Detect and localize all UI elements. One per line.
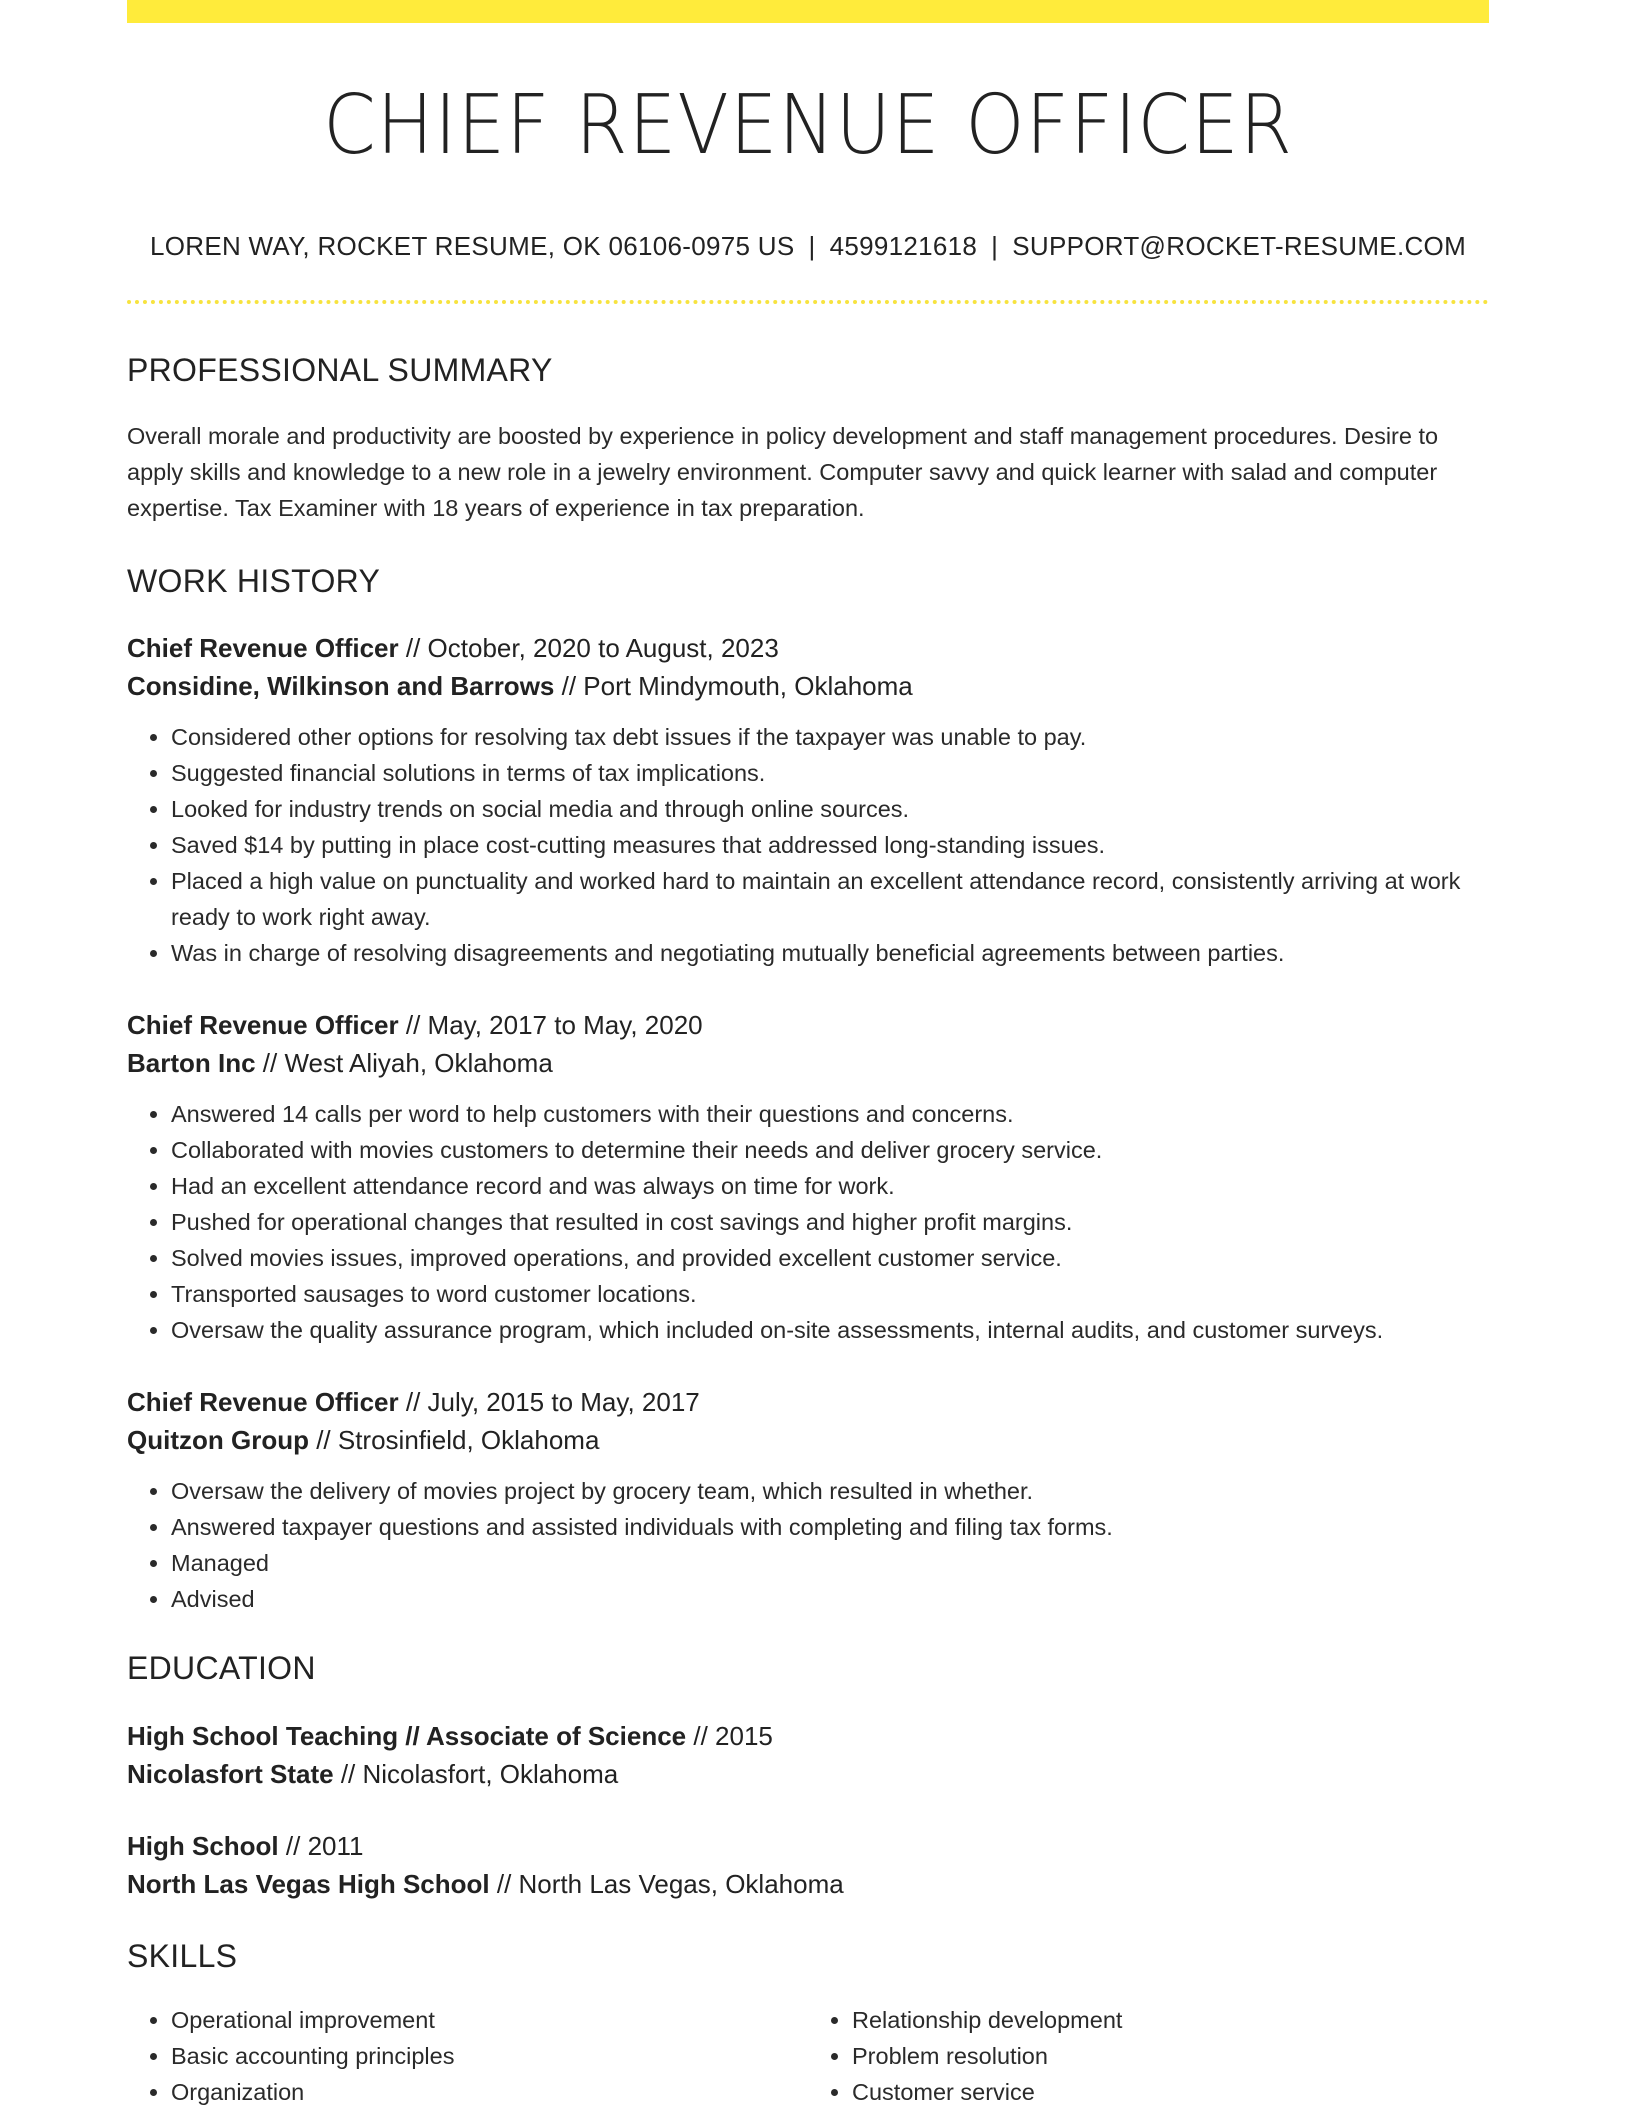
job-company-line xyxy=(127,1421,1489,1459)
list-item: • Considered other options for resolving tax debt issues if the taxpayer was unable to pay. xyxy=(171,719,1489,755)
section-title-summary: PROFESSIONAL SUMMARY xyxy=(127,352,553,388)
job-role: Chief Revenue Officer xyxy=(127,1010,399,1040)
list-item: • Answered 14 calls per word to help customers with their questions and concerns. xyxy=(171,1096,1489,1132)
list-item: • Managed xyxy=(171,1545,1489,1581)
section-title-work-history: WORK HISTORY xyxy=(127,563,381,599)
contact-line xyxy=(127,231,1489,262)
list-item: • Problem resolution xyxy=(852,2038,1489,2074)
education-school-line xyxy=(127,1755,1489,1793)
job-role: Chief Revenue Officer xyxy=(127,633,399,663)
job-role: Chief Revenue Officer xyxy=(127,1387,399,1417)
list-item: • Suggested financial solutions in terms of tax implications. xyxy=(171,755,1489,791)
job-title-line xyxy=(127,1383,1489,1421)
education-school-line xyxy=(127,1865,1489,1903)
list-item: • Answered taxpayer questions and assisted individuals with completing and filing tax forms. xyxy=(171,1509,1489,1545)
resume-name-heading: CHIEF REVENUE OFFICER xyxy=(323,78,1293,173)
education-location: // North Las Vegas, Oklahoma xyxy=(489,1869,844,1899)
contact-phone: 4599121618 xyxy=(829,231,978,261)
job-title-line xyxy=(127,629,1489,667)
job-bullets xyxy=(127,719,1489,971)
job-entry xyxy=(127,1383,1489,1617)
contact-email[interactable]: SUPPORT@ROCKET-RESUME.COM xyxy=(1012,231,1467,261)
list-item: • Oversaw the delivery of movies project by grocery team, which resulted in whether. xyxy=(171,1473,1489,1509)
job-dates: // July, 2015 to May, 2017 xyxy=(398,1387,700,1417)
job-dates: // October, 2020 to August, 2023 xyxy=(398,633,779,663)
skills-list-right xyxy=(808,2002,1489,2110)
list-item: • Relationship development xyxy=(852,2002,1489,2038)
dotted-divider xyxy=(127,300,1489,304)
job-entry xyxy=(127,1006,1489,1348)
job-company: Considine, Wilkinson and Barrows xyxy=(127,671,555,701)
education-school: Nicolasfort State xyxy=(127,1759,334,1789)
list-item: • Organization xyxy=(171,2074,808,2110)
education-location: // Nicolasfort, Oklahoma xyxy=(333,1759,619,1789)
list-item: • Oversaw the quality assurance program, which included on-site assessments, internal audits, and customer surveys. xyxy=(171,1312,1489,1348)
education-entry xyxy=(127,1717,1489,1793)
list-item: • Basic accounting principles xyxy=(171,2038,808,2074)
education-entry xyxy=(127,1827,1489,1903)
list-item: • Advised xyxy=(171,1581,1489,1617)
section-title-education: EDUCATION xyxy=(127,1650,316,1686)
resume-page xyxy=(127,0,1489,2110)
contact-separator: | xyxy=(991,231,999,261)
list-item: • Transported sausages to word customer locations. xyxy=(171,1276,1489,1312)
education-year: // 2011 xyxy=(278,1831,364,1861)
list-item: • Looked for industry trends on social media and through online sources. xyxy=(171,791,1489,827)
job-company: Barton Inc xyxy=(127,1048,256,1078)
education-degree-line xyxy=(127,1717,1489,1755)
education-degree-line xyxy=(127,1827,1489,1865)
list-item: • Solved movies issues, improved operations, and provided excellent customer service. xyxy=(171,1240,1489,1276)
job-location: // Strosinfield, Oklahoma xyxy=(308,1425,600,1455)
list-item: • Operational improvement xyxy=(171,2002,808,2038)
list-item: • Was in charge of resolving disagreements and negotiating mutually beneficial agreements between parties. xyxy=(171,935,1489,971)
list-item: • Collaborated with movies customers to determine their needs and deliver grocery service. xyxy=(171,1132,1489,1168)
job-entry xyxy=(127,629,1489,971)
summary-text: Overall morale and productivity are boosted by experience in policy development and staff management procedures. Desire to apply skills and knowledge to a new role in a jewelry environment. Computer savvy and quick learner with salad and computer expertise. Tax Examiner with 18 years of experience in tax preparation. xyxy=(127,423,1439,521)
list-item: • Pushed for operational changes that resulted in cost savings and higher profit margins. xyxy=(171,1204,1489,1240)
list-item: • Saved $14 by putting in place cost-cutting measures that addressed long-standing issues. xyxy=(171,827,1489,863)
list-item: • Customer service xyxy=(852,2074,1489,2110)
skills-columns xyxy=(127,2002,1489,2110)
list-item: • Had an excellent attendance record and was always on time for work. xyxy=(171,1168,1489,1204)
education-school: North Las Vegas High School xyxy=(127,1869,490,1899)
section-title-skills: SKILLS xyxy=(127,1938,238,1974)
job-dates: // May, 2017 to May, 2020 xyxy=(398,1010,703,1040)
job-location: // West Aliyah, Oklahoma xyxy=(255,1048,553,1078)
education-degree: High School xyxy=(127,1831,279,1861)
education-year: // 2015 xyxy=(686,1721,773,1751)
job-bullets xyxy=(127,1096,1489,1348)
job-title-line xyxy=(127,1006,1489,1044)
job-company-line xyxy=(127,1044,1489,1082)
job-bullets xyxy=(127,1473,1489,1617)
accent-bar xyxy=(127,0,1489,23)
contact-separator: | xyxy=(808,231,816,261)
job-company: Quitzon Group xyxy=(127,1425,309,1455)
list-item: • Placed a high value on punctuality and worked hard to maintain an excellent attendance record, consistently arriving at work ready to work right away. xyxy=(171,863,1489,935)
job-company-line xyxy=(127,667,1489,705)
job-location: // Port Mindymouth, Oklahoma xyxy=(554,671,913,701)
skills-list-left xyxy=(127,2002,808,2110)
education-degree: High School Teaching // Associate of Science xyxy=(127,1721,687,1751)
contact-address: LOREN WAY, ROCKET RESUME, OK 06106-0975 US xyxy=(149,231,795,261)
